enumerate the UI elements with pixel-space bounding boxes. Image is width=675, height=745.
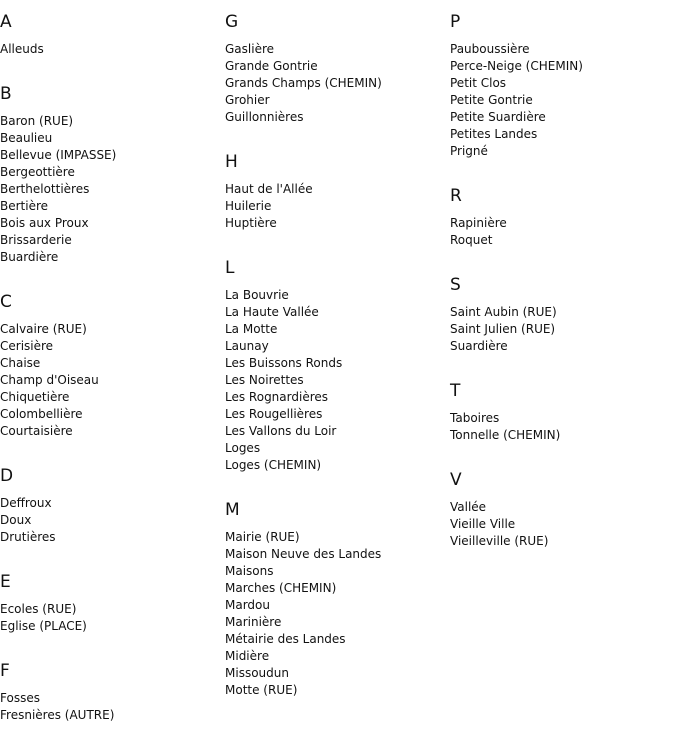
street-name-link[interactable]: Vieille Ville xyxy=(450,517,516,531)
street-list xyxy=(225,287,445,474)
letter-heading: V xyxy=(450,470,462,490)
letter-section xyxy=(225,12,445,126)
street-name-link[interactable]: Calvaire (RUE) xyxy=(0,322,87,336)
street-name-link[interactable]: Deffroux xyxy=(0,496,52,510)
street-list xyxy=(0,601,220,635)
street-name-link[interactable]: Bertière xyxy=(0,199,49,213)
letter-section xyxy=(0,572,220,635)
street-name-link[interactable]: Guillonnières xyxy=(225,110,304,124)
street-name-link[interactable]: Launay xyxy=(225,339,269,353)
letter-section xyxy=(0,466,220,546)
street-name-link[interactable]: Brissarderie xyxy=(0,233,72,247)
street-list xyxy=(450,41,670,160)
street-name-link[interactable]: Mardou xyxy=(225,598,270,612)
letter-heading: M xyxy=(225,500,240,520)
street-name-link[interactable]: Les Buissons Ronds xyxy=(225,356,343,370)
street-name-link[interactable]: Marches (CHEMIN) xyxy=(225,581,337,595)
letter-section xyxy=(450,470,670,550)
street-name-link[interactable]: Courtaisière xyxy=(0,424,73,438)
street-name-link[interactable]: Fresnières (AUTRE) xyxy=(0,708,115,722)
street-name-link[interactable]: Perce-Neige (CHEMIN) xyxy=(450,59,583,73)
letter-section xyxy=(0,12,220,58)
street-name-link[interactable]: Vallée xyxy=(450,500,487,514)
street-name-link[interactable]: Grands Champs (CHEMIN) xyxy=(225,76,382,90)
street-list xyxy=(0,690,220,724)
letter-heading: L xyxy=(225,258,235,278)
street-name-link[interactable]: Bergeottière xyxy=(0,165,75,179)
street-name-link[interactable]: Les Noirettes xyxy=(225,373,304,387)
street-name-link[interactable]: Drutières xyxy=(0,530,56,544)
letter-section xyxy=(0,84,220,266)
street-name-link[interactable]: Maison Neuve des Landes xyxy=(225,547,382,561)
street-name-link[interactable]: Mairie (RUE) xyxy=(225,530,300,544)
street-name-link[interactable]: Les Vallons du Loir xyxy=(225,424,337,438)
street-name-link[interactable]: Pauboussière xyxy=(450,42,530,56)
street-name-link[interactable]: Motte (RUE) xyxy=(225,683,298,697)
street-name-link[interactable]: La Motte xyxy=(225,322,278,336)
street-name-link[interactable]: Marinière xyxy=(225,615,282,629)
street-name-link[interactable]: Prigné xyxy=(450,144,488,158)
street-name-link[interactable]: Petit Clos xyxy=(450,76,507,90)
letter-section xyxy=(225,152,445,232)
letter-heading: R xyxy=(450,186,462,206)
street-list xyxy=(0,495,220,546)
letter-heading: H xyxy=(225,152,238,172)
street-name-link[interactable]: Bellevue (IMPASSE) xyxy=(0,148,117,162)
index-column-3 xyxy=(450,0,670,550)
street-name-link[interactable]: Taboires xyxy=(450,411,500,425)
street-list xyxy=(450,304,670,355)
street-name-link[interactable]: Suardière xyxy=(450,339,508,353)
street-name-link[interactable]: Huilerie xyxy=(225,199,272,213)
street-name-link[interactable]: La Haute Vallée xyxy=(225,305,319,319)
street-name-link[interactable]: Loges xyxy=(225,441,261,455)
letter-heading: C xyxy=(0,292,12,312)
street-name-link[interactable]: Grande Gontrie xyxy=(225,59,318,73)
street-name-link[interactable]: Beaulieu xyxy=(0,131,53,145)
street-name-link[interactable]: Loges (CHEMIN) xyxy=(225,458,322,472)
street-name-link[interactable]: Grohier xyxy=(225,93,270,107)
street-name-link[interactable]: Champ d'Oiseau xyxy=(0,373,99,387)
street-name-link[interactable]: Gaslière xyxy=(225,42,275,56)
street-name-link[interactable]: Fosses xyxy=(0,691,40,705)
street-name-link[interactable]: Les Rougellières xyxy=(225,407,323,421)
street-name-link[interactable]: Tonnelle (CHEMIN) xyxy=(450,428,561,442)
street-name-link[interactable]: Rapinière xyxy=(450,216,507,230)
street-name-link[interactable]: Petite Gontrie xyxy=(450,93,533,107)
street-list xyxy=(225,41,445,126)
letter-section xyxy=(450,381,670,444)
street-list xyxy=(225,181,445,232)
street-name-link[interactable]: Roquet xyxy=(450,233,493,247)
letter-section xyxy=(450,275,670,355)
letter-heading: E xyxy=(0,572,11,592)
street-name-link[interactable]: Haut de l'Allée xyxy=(225,182,313,196)
street-name-link[interactable]: Saint Julien (RUE) xyxy=(450,322,556,336)
street-name-link[interactable]: Colombellière xyxy=(0,407,83,421)
letter-heading: P xyxy=(450,12,461,32)
street-name-link[interactable]: Petites Landes xyxy=(450,127,538,141)
street-name-link[interactable]: Maisons xyxy=(225,564,274,578)
street-name-link[interactable]: Missoudun xyxy=(225,666,289,680)
letter-heading: S xyxy=(450,275,461,295)
street-name-link[interactable]: Bois aux Proux xyxy=(0,216,89,230)
street-name-link[interactable]: Saint Aubin (RUE) xyxy=(450,305,557,319)
street-name-link[interactable]: Chaise xyxy=(0,356,41,370)
street-name-link[interactable]: Berthelottières xyxy=(0,182,90,196)
street-name-link[interactable]: Baron (RUE) xyxy=(0,114,74,128)
street-name-link[interactable]: Cerisière xyxy=(0,339,54,353)
street-name-link[interactable]: Chiquetière xyxy=(0,390,70,404)
street-list xyxy=(450,215,670,249)
index-column-2 xyxy=(225,0,445,699)
letter-section xyxy=(225,500,445,699)
letter-section xyxy=(0,661,220,724)
street-name-link[interactable]: Vieilleville (RUE) xyxy=(450,534,549,548)
street-name-link[interactable]: Doux xyxy=(0,513,32,527)
street-name-link[interactable]: Huptière xyxy=(225,216,277,230)
street-name-link[interactable]: Ecoles (RUE) xyxy=(0,602,77,616)
street-list xyxy=(0,41,220,58)
street-name-link[interactable]: Alleuds xyxy=(0,42,44,56)
street-name-link[interactable]: Midière xyxy=(225,649,270,663)
letter-section xyxy=(450,12,670,160)
letter-heading: B xyxy=(0,84,12,104)
street-list xyxy=(225,529,445,699)
street-list xyxy=(450,499,670,550)
street-name-link[interactable]: Eglise (PLACE) xyxy=(0,619,87,633)
street-name-link[interactable]: Métairie des Landes xyxy=(225,632,346,646)
letter-section xyxy=(0,292,220,440)
street-list xyxy=(0,321,220,440)
street-name-link[interactable]: La Bouvrie xyxy=(225,288,289,302)
letter-heading: T xyxy=(450,381,461,401)
letter-heading: A xyxy=(0,12,12,32)
street-list xyxy=(450,410,670,444)
street-name-link[interactable]: Buardière xyxy=(0,250,59,264)
letter-section xyxy=(450,186,670,249)
letter-heading: G xyxy=(225,12,239,32)
letter-heading: F xyxy=(0,661,10,681)
letter-heading: D xyxy=(0,466,14,486)
street-list xyxy=(0,113,220,266)
street-name-link[interactable]: Petite Suardière xyxy=(450,110,546,124)
index-column-1 xyxy=(0,0,220,724)
letter-section xyxy=(225,258,445,474)
street-name-link[interactable]: Les Rognardières xyxy=(225,390,329,404)
